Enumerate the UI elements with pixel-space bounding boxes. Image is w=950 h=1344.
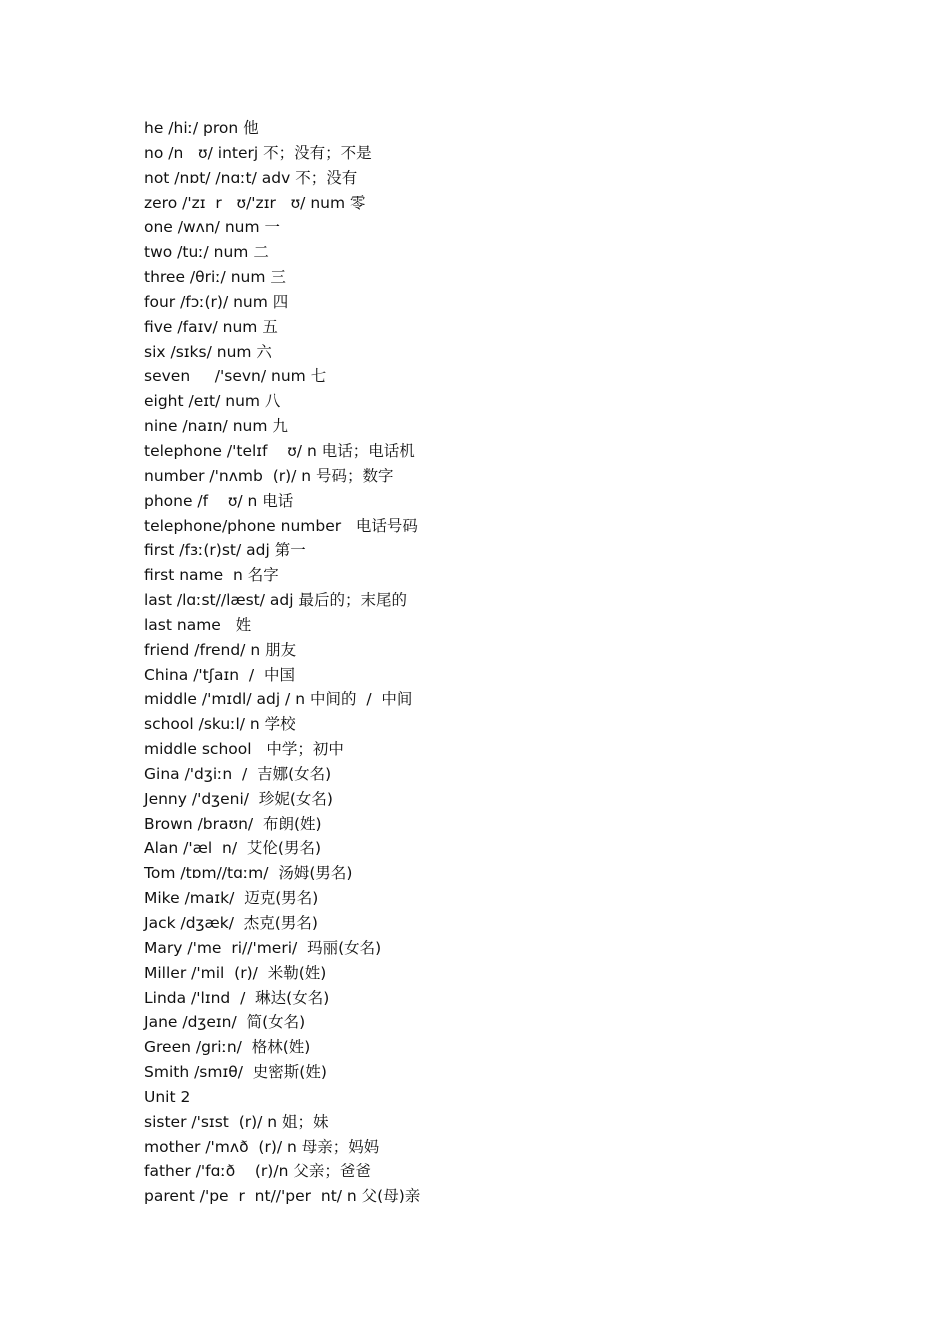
- vocab-entry: number /'nʌmb (r)/ n 号码；数字: [144, 466, 394, 485]
- vocab-entry: three /θriː/ num 三: [144, 268, 286, 287]
- vocab-entry: one /wʌn/ num 一: [144, 218, 280, 237]
- vocab-entry: Gina /'dʒiːn / 吉娜(女名): [144, 764, 332, 783]
- vocab-entry: first /fɜː(r)st/ adj 第一: [144, 541, 306, 560]
- vocab-entry: friend /frend/ n 朋友: [144, 640, 297, 659]
- vocab-entry: Alan /'æl n/ 艾伦(男名): [144, 839, 322, 858]
- vocab-entry: telephone /'telɪf ʊ/ n 电话；电话机: [144, 441, 415, 460]
- vocab-entry: seven /'sevn/ num 七: [144, 367, 327, 386]
- vocabulary-list: [144, 116, 420, 1209]
- vocab-entry: Brown /braʊn/ 布朗(姓): [144, 814, 322, 833]
- vocab-entry: no /n ʊ/ interj 不；没有；不是: [144, 143, 372, 162]
- vocab-entry: two /tuː/ num 二: [144, 243, 269, 262]
- vocab-entry: Miller /'mil (r)/ 米勒(姓): [144, 963, 327, 982]
- vocab-entry: middle /'mɪdl/ adj / n 中间的 / 中间: [144, 690, 413, 709]
- vocab-entry: Green /griːn/ 格林(姓): [144, 1038, 311, 1057]
- vocab-entry: four /fɔː(r)/ num 四: [144, 292, 289, 311]
- vocab-entry: China /'tʃaɪn / 中国: [144, 665, 295, 684]
- vocab-entry: zero /'zɪ r ʊ/'zɪr ʊ/ num 零: [144, 193, 366, 212]
- vocab-entry: Linda /'lɪnd / 琳达(女名): [144, 988, 330, 1007]
- vocab-entry: first name n 名字: [144, 566, 279, 585]
- vocab-entry: Mary /'me ri//'meri/ 玛丽(女名): [144, 938, 382, 957]
- unit-heading: Unit 2: [144, 1087, 191, 1106]
- vocab-entry: school /skuːl/ n 学校: [144, 715, 296, 734]
- vocab-entry: middle school 中学；初中: [144, 740, 344, 759]
- vocab-entry: nine /naɪn/ num 九: [144, 417, 288, 436]
- vocab-entry: last name 姓: [144, 615, 252, 634]
- vocab-entry: Jack /dʒæk/ 杰克(男名): [144, 914, 318, 932]
- vocab-entry: Mike /maɪk/ 迈克(男名): [144, 889, 319, 908]
- vocab-entry: parent /'pe r nt//'per nt/ n 父(母)亲: [144, 1187, 421, 1206]
- vocab-entry: last /lɑːst//læst/ adj 最后的；末尾的: [144, 591, 407, 610]
- vocab-entry: father /'fɑːð (r)/n 父亲；爸爸: [144, 1162, 371, 1181]
- vocab-entry: mother /'mʌð (r)/ n 母亲；妈妈: [144, 1137, 380, 1156]
- vocab-entry: telephone/phone number 电话号码: [144, 516, 418, 535]
- vocab-entry: sister /'sɪst (r)/ n 姐；妹: [144, 1112, 329, 1131]
- vocab-entry: Jenny /'dʒeni/ 珍妮(女名): [144, 789, 333, 808]
- vocab-entry: he /hiː/ pron 他: [144, 119, 259, 137]
- vocab-entry: eight /eɪt/ num 八: [144, 392, 281, 411]
- vocab-entry: not /nɒt/ /nɑːt/ adv 不；没有: [144, 168, 358, 187]
- vocab-entry: five /faɪv/ num 五: [144, 317, 278, 336]
- vocab-entry: Jane /dʒeɪn/ 简(女名): [144, 1013, 306, 1032]
- vocab-entry: Smith /smɪθ/ 史密斯(姓): [144, 1063, 327, 1082]
- vocab-entry: phone /f ʊ/ n 电话: [144, 491, 294, 510]
- vocab-entry: Tom /tɒm//tɑːm/ 汤姆(男名): [144, 864, 353, 883]
- vocab-entry: six /sɪks/ num 六: [144, 342, 272, 361]
